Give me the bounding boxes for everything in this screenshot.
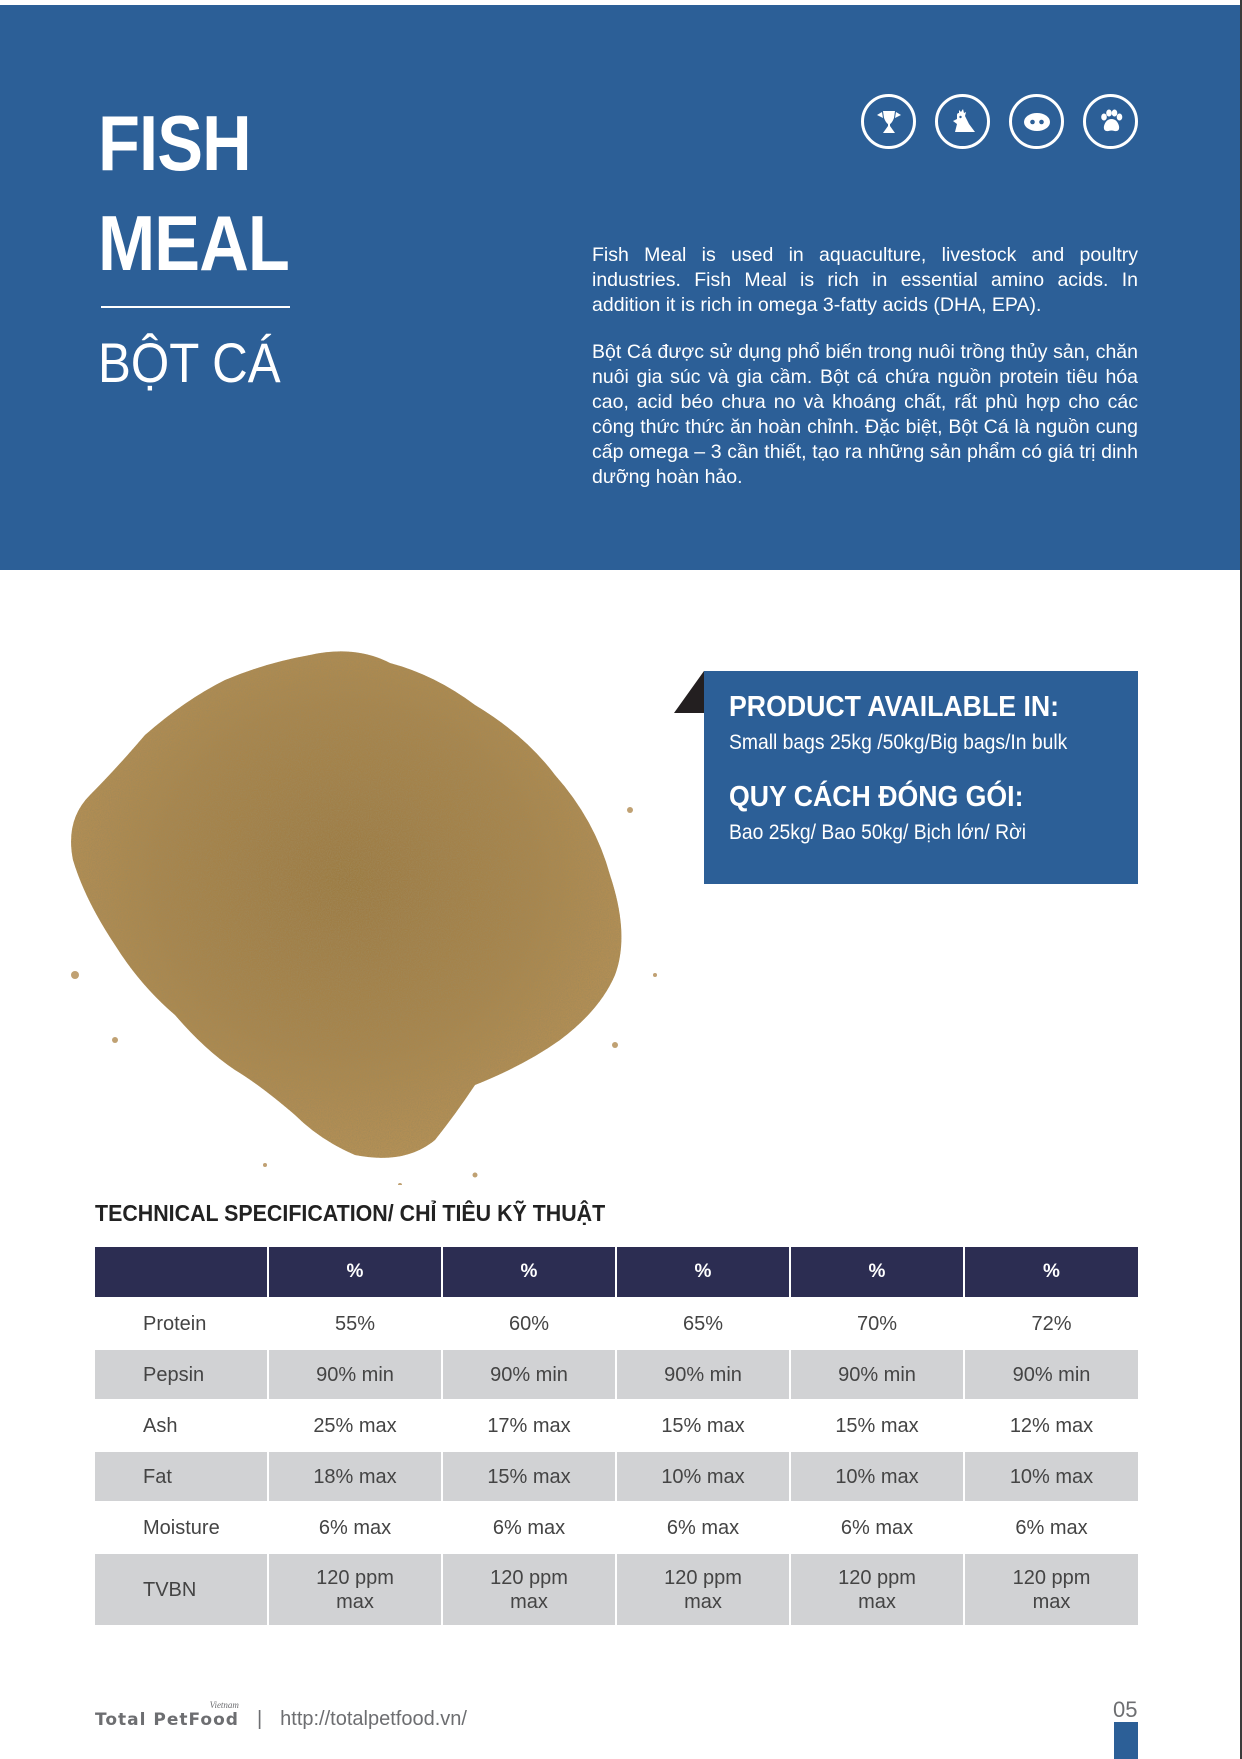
table-cell: 90% min [790,1349,964,1400]
brand-logo [95,1699,239,1730]
column-header: % [964,1247,1138,1298]
table-cell: 60% [442,1298,616,1349]
table-cell: 120 ppm max [964,1553,1138,1625]
title-divider [101,306,290,308]
table-cell: 15% max [442,1451,616,1502]
category-icons [861,94,1138,149]
spec-table-header-row [95,1247,1138,1298]
column-header: % [268,1247,442,1298]
website-link[interactable]: http://totalpetfood.vn/ [280,1708,467,1730]
description-vietnamese: Bột Cá được sử dụng phổ biến trong nuôi trồng thủy sản, chăn nuôi gia súc và gia cầm. Bột cá chứa nguồn protein tiêu hóa cao, acid béo chưa no và khoáng chất, rất phù hợp cho các công thức thức ăn hoàn chỉnh. Đặc biệt, Bột Cá là nguồn cung cấp omega – 3 cần thiết, tạo ra những sản phẩm có giá trị dinh dưỡng hoàn hảo. [592,341,1138,488]
paw-icon [1083,94,1138,149]
table-cell: 10% max [964,1451,1138,1502]
page-title [98,93,289,293]
row-label: Fat [95,1451,268,1502]
fish-icon [861,94,916,149]
table-cell: 15% max [790,1400,964,1451]
table-row [95,1451,1138,1502]
column-header: % [616,1247,790,1298]
page-number-bar [1114,1722,1138,1759]
description-english: Fish Meal is used in aquaculture, livestock and poultry industries. Fish Meal is rich in essential amino acids. In addition it is rich in omega 3-fatty acids (DHA, EPA). [592,244,1138,316]
table-cell: 72% [964,1298,1138,1349]
packaging-info-box [704,671,1138,884]
packaging-text-english: Small bags 25kg /50kg/Big bags/In bulk [729,731,1068,754]
brand-name: Total PetFood [95,1709,239,1730]
page-footer [95,1700,467,1731]
column-header [95,1247,268,1298]
packaging-heading-vietnamese: QUY CÁCH ĐÓNG GÓI: [729,781,1024,813]
table-cell: 90% min [616,1349,790,1400]
page-number: 05 [1113,1697,1138,1722]
table-cell: 6% max [616,1502,790,1553]
table-cell: 6% max [442,1502,616,1553]
table-cell: 120 ppm max [442,1553,616,1625]
table-cell: 10% max [790,1451,964,1502]
packaging-heading-english: PRODUCT AVAILABLE IN: [729,691,1060,723]
hero-banner [0,5,1240,570]
pig-snout-icon [1009,94,1064,149]
table-cell: 90% min [268,1349,442,1400]
table-cell: 55% [268,1298,442,1349]
table-cell: 120 ppm max [616,1553,790,1625]
table-cell: 6% max [268,1502,442,1553]
table-cell: 65% [616,1298,790,1349]
table-row [95,1298,1138,1349]
packaging-tab-corner [674,671,704,713]
table-cell: 120 ppm max [268,1553,442,1625]
table-cell: 15% max [616,1400,790,1451]
table-cell: 90% min [964,1349,1138,1400]
chicken-icon [935,94,990,149]
table-cell: 70% [790,1298,964,1349]
row-label: Pepsin [95,1349,268,1400]
table-row [95,1553,1138,1625]
row-label: TVBN [95,1553,268,1625]
brand-subtitle: Vietnam [209,1699,239,1710]
table-row [95,1502,1138,1553]
row-label: Protein [95,1298,268,1349]
footer-separator: | [256,1708,263,1730]
spec-table [95,1247,1138,1625]
title-line-1: FISH [98,99,251,187]
column-header: % [790,1247,964,1298]
table-cell: 90% min [442,1349,616,1400]
table-cell: 12% max [964,1400,1138,1451]
packaging-text-vietnamese: Bao 25kg/ Bao 50kg/ Bịch lớn/ Rời [729,821,1027,844]
table-cell: 17% max [442,1400,616,1451]
row-label: Moisture [95,1502,268,1553]
column-header: % [442,1247,616,1298]
table-row [95,1400,1138,1451]
table-cell: 18% max [268,1451,442,1502]
page-title-vietnamese: BỘT CÁ [98,331,281,394]
table-cell: 6% max [964,1502,1138,1553]
table-cell: 10% max [616,1451,790,1502]
product-description [592,243,1138,490]
fish-meal-product-image [55,645,705,1185]
spec-section-title: TECHNICAL SPECIFICATION/ CHỈ TIÊU KỸ THUẬT [95,1200,606,1226]
table-cell: 120 ppm max [790,1553,964,1625]
row-label: Ash [95,1400,268,1451]
title-line-2: MEAL [98,199,289,287]
table-cell: 6% max [790,1502,964,1553]
table-row [95,1349,1138,1400]
table-cell: 25% max [268,1400,442,1451]
